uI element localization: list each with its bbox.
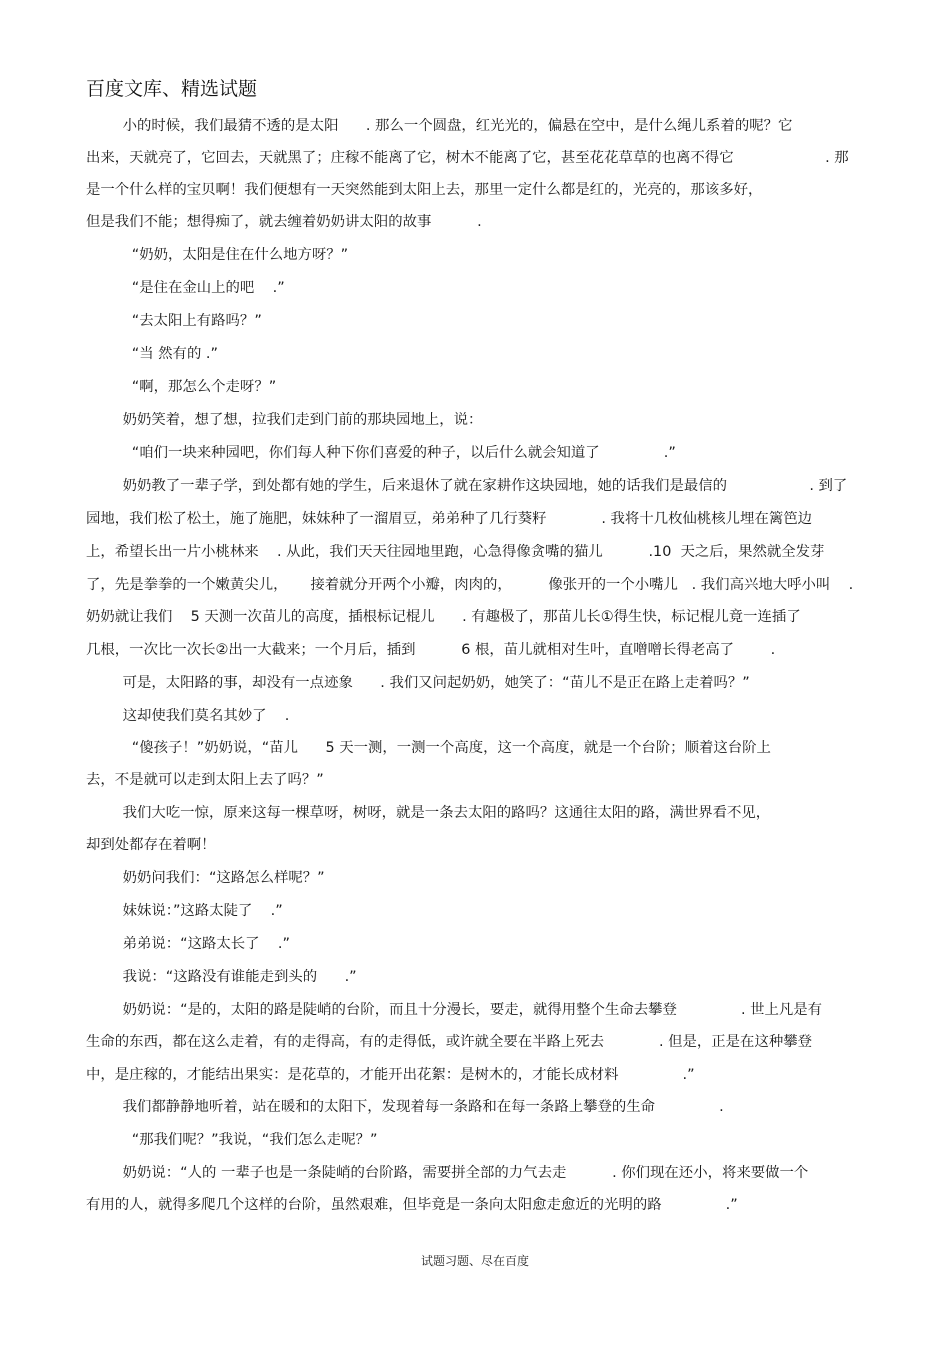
text-line: 可是，太阳路的事，却没有一点迹象 . 我们又问起奶奶，她笑了：“苗儿不是正在路上走着吗？” (86, 675, 750, 691)
text-line: “去太阳上有路吗？” (86, 313, 262, 329)
text-line: “当 然有的 .” (86, 346, 218, 362)
text-line: “奶奶，太阳是住在什么地方呀？” (86, 247, 349, 263)
text-line: 弟弟说：“这路太长了 .” (86, 936, 290, 952)
text-line: 我说：“这路没有谁能走到头的 .” (86, 969, 357, 985)
text-line: “咱们一块来种园吧，你们每人种下你们喜爱的种子，以后什么就会知道了 .” (86, 445, 676, 461)
text-line: 我们大吃一惊，原来这每一棵草呀，树呀，就是一条去太阳的路吗？这通往太阳的路，满世界看不见， (86, 805, 771, 821)
text-line: 几根，一次比一次长②出一大截来；一个月后，插到 6 根，苗儿就相对生叶，直噌噌长得老高了 . (86, 642, 776, 658)
page-title: 百度文库、精选试题 (86, 78, 258, 100)
text-line: 奶奶笑着，想了想，拉我们走到门前的那块园地上，说： (86, 412, 483, 428)
text-line: 出来，天就亮了，它回去，天就黑了；庄稼不能离了它，树木不能离了它，甚至花花草草的也离不得它 . 那 (86, 150, 849, 166)
text-line: 中，是庄稼的，才能结出果实：是花草的，才能开出花絮：是树木的，才能长成材料 .” (86, 1067, 695, 1083)
text-line: 奶奶就让我们 5 天测一次苗儿的高度，插根标记棍儿 . 有趣极了，那苗儿长①得生快，标记棍儿竟一连插了 (86, 609, 801, 625)
page-footer: 试题习题、尽在百度 (420, 1254, 529, 1268)
text-line: 了，先是拳拳的一个嫩黄尖儿， 接着就分开两个小瓣，肉肉的， 像张开的一个小嘴儿 . 我们高兴地大呼小叫 . (86, 577, 854, 593)
text-line: 有用的人，就得多爬几个这样的台阶，虽然艰难，但毕竟是一条向太阳愈走愈近的光明的路 .” (86, 1197, 738, 1213)
text-line: 生命的东西，都在这么走着，有的走得高，有的走得低，或许就全要在半路上死去 . 但是，正是在这种攀登 (86, 1034, 813, 1050)
text-line: “那我们呢？”我说，“我们怎么走呢？” (86, 1132, 378, 1148)
text-line: 奶奶说：“是的，太阳的路是陡峭的台阶，而且十分漫长，要走，就得用整个生命去攀登 . 世上凡是有 (86, 1002, 823, 1018)
text-line: 奶奶说：“人的 一辈子也是一条陡峭的台阶路，需要拼全部的力气去走 . 你们现在还小，将来要做一个 (86, 1165, 809, 1181)
text-line: 却到处都存在着啊！ (86, 837, 216, 853)
text-line: 这却使我们莫名其妙了 . (86, 708, 290, 724)
text-line: “傻孩子！”奶奶说，“苗儿 5 天一测，一测一个高度，这一个高度，就是一个台阶；顺着这台阶上 (86, 740, 771, 756)
text-line: 我们都静静地听着，站在暖和的太阳下，发现着每一条路和在每一条路上攀登的生命 . (86, 1099, 724, 1115)
text-line: 是一个什么样的宝贝啊！我们便想有一天突然能到太阳上去，那里一定什么都是红的，光亮的，那该多好， (86, 182, 763, 198)
text-line: 去，不是就可以走到太阳上去了吗？” (86, 772, 324, 788)
text-line: 奶奶教了一辈子学，到处都有她的学生，后来退休了就在家耕作这块园地，她的话我们是最信的 . 到了 (86, 478, 848, 494)
text-line: 但是我们不能；想得痴了，就去缠着奶奶讲太阳的故事 . (86, 214, 482, 230)
text-line: “啊，那怎么个走呀？” (86, 379, 277, 395)
text-line: 园地，我们松了松土，施了施肥，妹妹种了一溜眉豆，弟弟种了几行葵籽 . 我将十几枚仙桃核儿埋在篱笆边 (86, 511, 813, 527)
text-line: 小的时候，我们最猜不透的是太阳 . 那么一个圆盘，红光光的，偏悬在空中，是什么绳儿系着的呢？它 (86, 118, 793, 134)
text-line: “是住在金山上的吧 .” (86, 280, 285, 296)
text-line: 奶奶问我们：“这路怎么样呢？” (86, 870, 325, 886)
text-line: 上，希望长出一片小桃林来 . 从此，我们天天往园地里跑，心急得像贪嘴的猫儿 .10 天之后，果然就全发芽 (86, 544, 825, 560)
text-line: 妹妹说：”这路太陡了 .” (86, 903, 283, 919)
